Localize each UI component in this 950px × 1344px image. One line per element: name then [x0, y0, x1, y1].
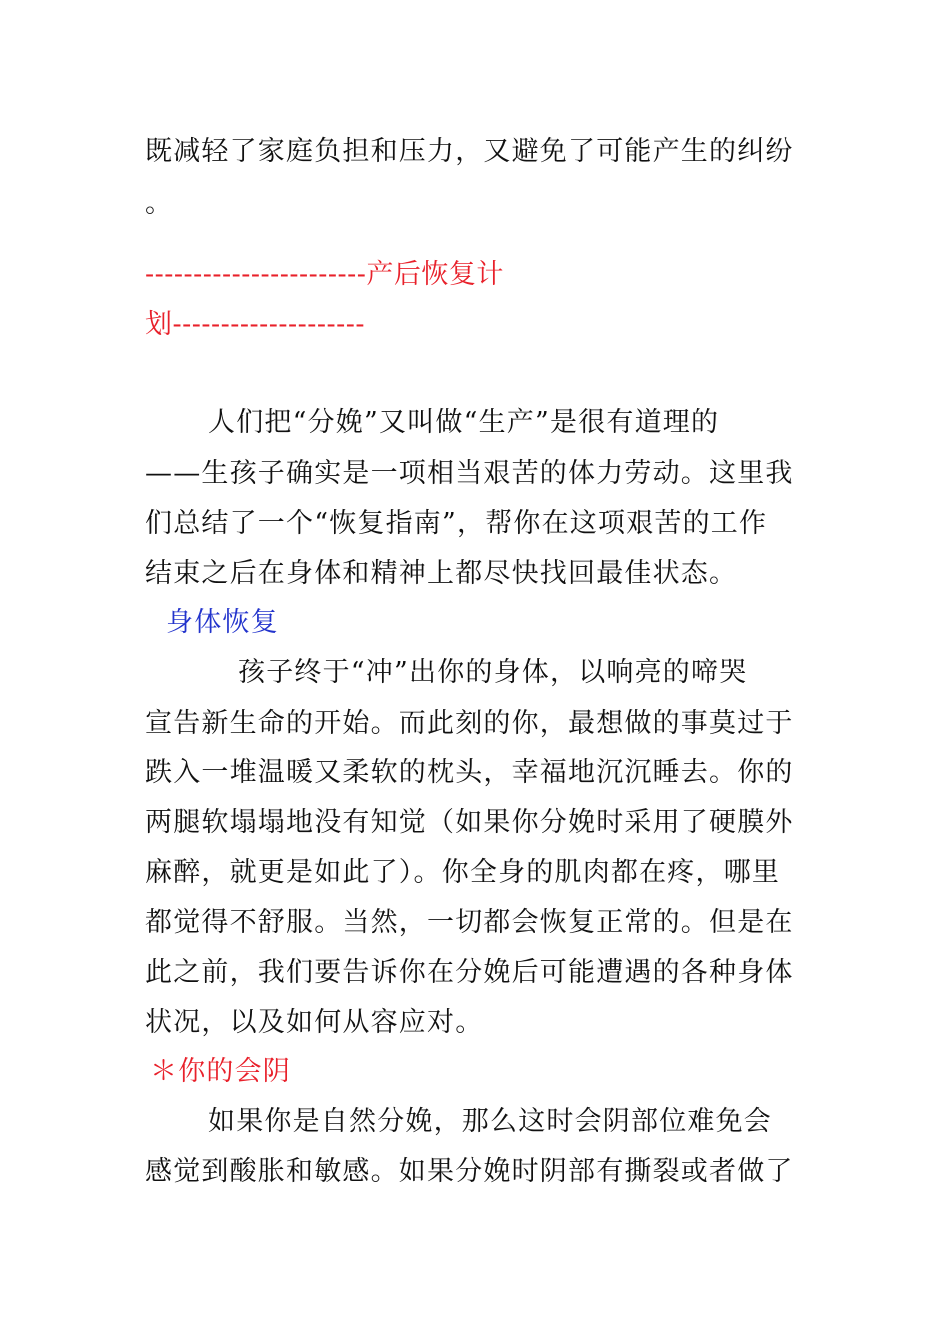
main-paragraph-line-2: ——生孩子确实是一项相当艰苦的体力劳动。这里我 [145, 458, 794, 489]
perineum-heading: ＊你的会阴 [150, 1056, 291, 1087]
body-recovery-line-3: 跌入一堆温暖又柔软的枕头，幸福地沉沉睡去。你的 [145, 757, 794, 788]
intro-line-2: 。 [145, 188, 174, 219]
intro-line-1: 既减轻了家庭负担和压力，又避免了可能产生的纠纷 [145, 136, 794, 167]
main-paragraph-line-1: 人们把“分娩”又叫做“生产”是很有道理的 [208, 407, 720, 438]
body-recovery-line-7: 此之前，我们要告诉你在分娩后可能遭遇的各种身体 [145, 957, 794, 988]
body-recovery-heading: 身体恢复 [166, 607, 279, 638]
body-recovery-line-5: 麻醉，就更是如此了）。你全身的肌肉都在疼，哪里 [145, 857, 781, 888]
perineum-line-1: 如果你是自然分娩，那么这时会阴部位难免会 [208, 1106, 772, 1137]
body-recovery-line-4: 两腿软塌塌地没有知觉（如果你分娩时采用了硬膜外 [145, 807, 794, 838]
perineum-line-2: 感觉到酸胀和敏感。如果分娩时阴部有撕裂或者做了 [145, 1156, 794, 1187]
body-recovery-line-2: 宣告新生命的开始。而此刻的你，最想做的事莫过于 [145, 708, 794, 739]
main-paragraph-line-3: 们总结了一个“恢复指南”，帮你在这项艰苦的工作 [145, 508, 768, 539]
section-divider-line-2: 划-------------------- [145, 309, 365, 340]
body-recovery-line-8: 状况，以及如何从容应对。 [145, 1007, 484, 1038]
body-recovery-line-6: 都觉得不舒服。当然，一切都会恢复正常的。但是在 [145, 907, 794, 938]
body-recovery-line-1: 孩子终于“冲”出你的身体，以响亮的啼哭 [238, 657, 748, 688]
section-divider-line-1: -----------------------产后恢复计 [145, 259, 504, 290]
main-paragraph-line-4: 结束之后在身体和精神上都尽快找回最佳状态。 [145, 558, 738, 589]
